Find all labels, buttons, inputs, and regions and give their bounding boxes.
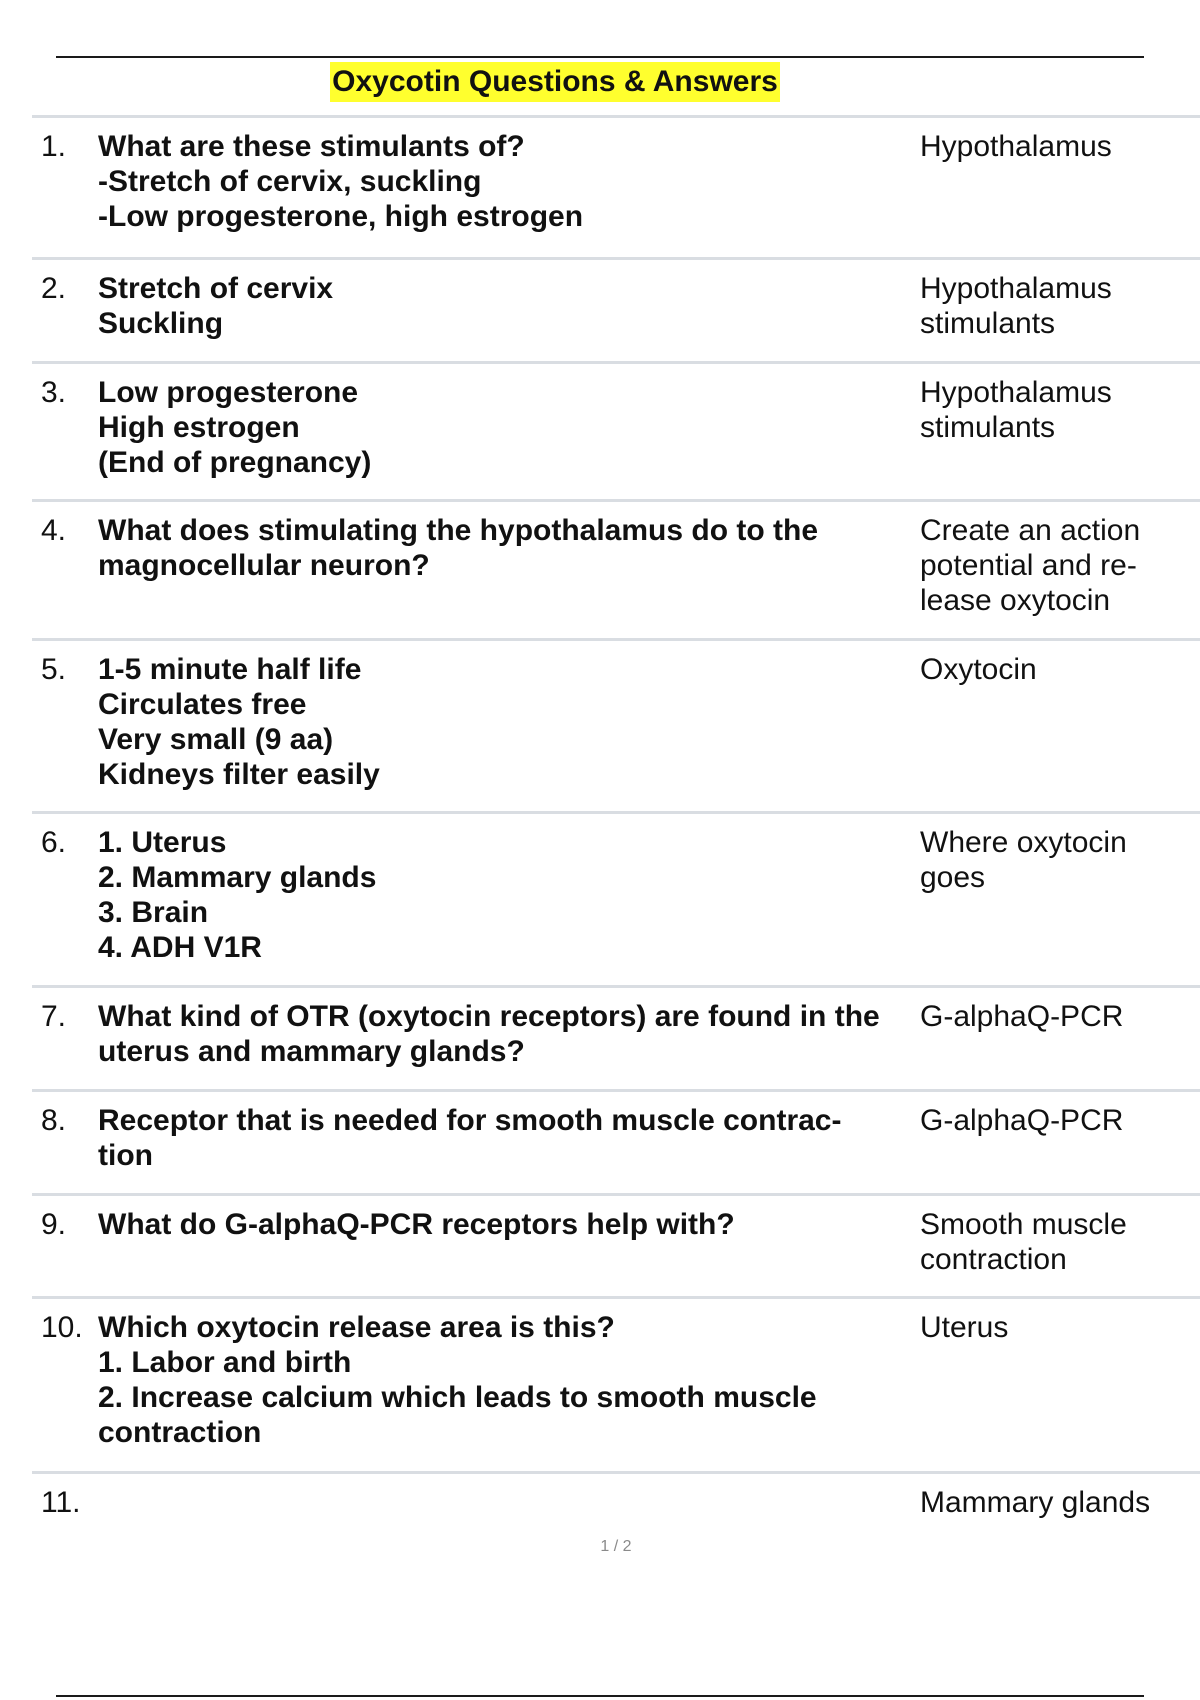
answer-text: Mammary glands	[920, 1486, 1151, 1519]
table-row	[32, 1092, 1200, 1196]
table-row	[32, 1474, 1200, 1534]
answer-text: Uterus	[920, 1311, 1009, 1344]
row-number: 8.	[41, 1104, 67, 1137]
question-text: What are these stimulants of? -Stretch of cervix, suckling -Low progesterone, high estrogen	[98, 130, 584, 233]
row-number: 7.	[41, 1000, 67, 1033]
answer-text: Hypothalamus stimulants	[920, 376, 1112, 444]
row-number: 4.	[41, 514, 67, 547]
row-number: 2.	[41, 272, 67, 305]
answer-text: Oxytocin	[920, 653, 1037, 686]
row-number: 5.	[41, 653, 67, 686]
question-text: Which oxytocin release area is this? 1. Labor and birth 2. Increase calcium which leads to smooth muscle contraction	[98, 1311, 817, 1449]
table-row	[32, 1299, 1200, 1474]
question-text: What do G-alphaQ-PCR receptors help with?	[98, 1208, 735, 1241]
table-row	[32, 502, 1200, 641]
table-row	[32, 988, 1200, 1092]
row-number: 11.	[41, 1486, 81, 1519]
question-text: What does stimulating the hypothalamus do to the magnocellular neuron?	[98, 514, 819, 582]
answer-text: Smooth muscle contraction	[920, 1208, 1127, 1276]
question-text: 1-5 minute half life Circulates free Very small (9 aa) Kidneys filter easily	[98, 653, 380, 791]
question-text: Stretch of cervix Suckling	[98, 272, 334, 340]
table-row	[32, 814, 1200, 988]
answer-text: Hypothalamus	[920, 130, 1112, 163]
table-row	[32, 260, 1200, 364]
question-text: Receptor that is needed for smooth muscle contrac- tion	[98, 1104, 842, 1172]
table-row	[32, 364, 1200, 502]
row-number: 3.	[41, 376, 67, 409]
table-row	[32, 1196, 1200, 1299]
question-text: 1. Uterus 2. Mammary glands 3. Brain 4. ADH V1R	[98, 826, 377, 964]
answer-text: G-alphaQ-PCR	[920, 1104, 1124, 1137]
answer-text: Where oxytocin goes	[920, 826, 1127, 894]
answer-text: G-alphaQ-PCR	[920, 1000, 1124, 1033]
row-number: 1.	[41, 130, 67, 163]
row-number: 9.	[41, 1208, 67, 1241]
question-text: What kind of OTR (oxytocin receptors) are found in the uterus and mammary glands?	[98, 1000, 880, 1068]
document-title: Oxycotin Questions & Answers	[330, 62, 780, 102]
title-container	[0, 62, 1110, 102]
page-indicator: 1 / 2	[600, 1538, 632, 1555]
answer-text: Create an action potential and re- lease oxytocin	[920, 514, 1141, 617]
question-text: Low progesterone High estrogen (End of pregnancy)	[98, 376, 372, 479]
question-text	[98, 1485, 920, 1534]
row-number: 10.	[41, 1311, 83, 1344]
bottom-rule	[56, 1695, 1144, 1697]
qa-table	[32, 115, 1200, 1534]
table-row	[32, 641, 1200, 814]
row-number: 6.	[41, 826, 67, 859]
answer-text: Hypothalamus stimulants	[920, 272, 1112, 340]
table-row	[32, 118, 1200, 260]
top-rule	[56, 56, 1144, 58]
